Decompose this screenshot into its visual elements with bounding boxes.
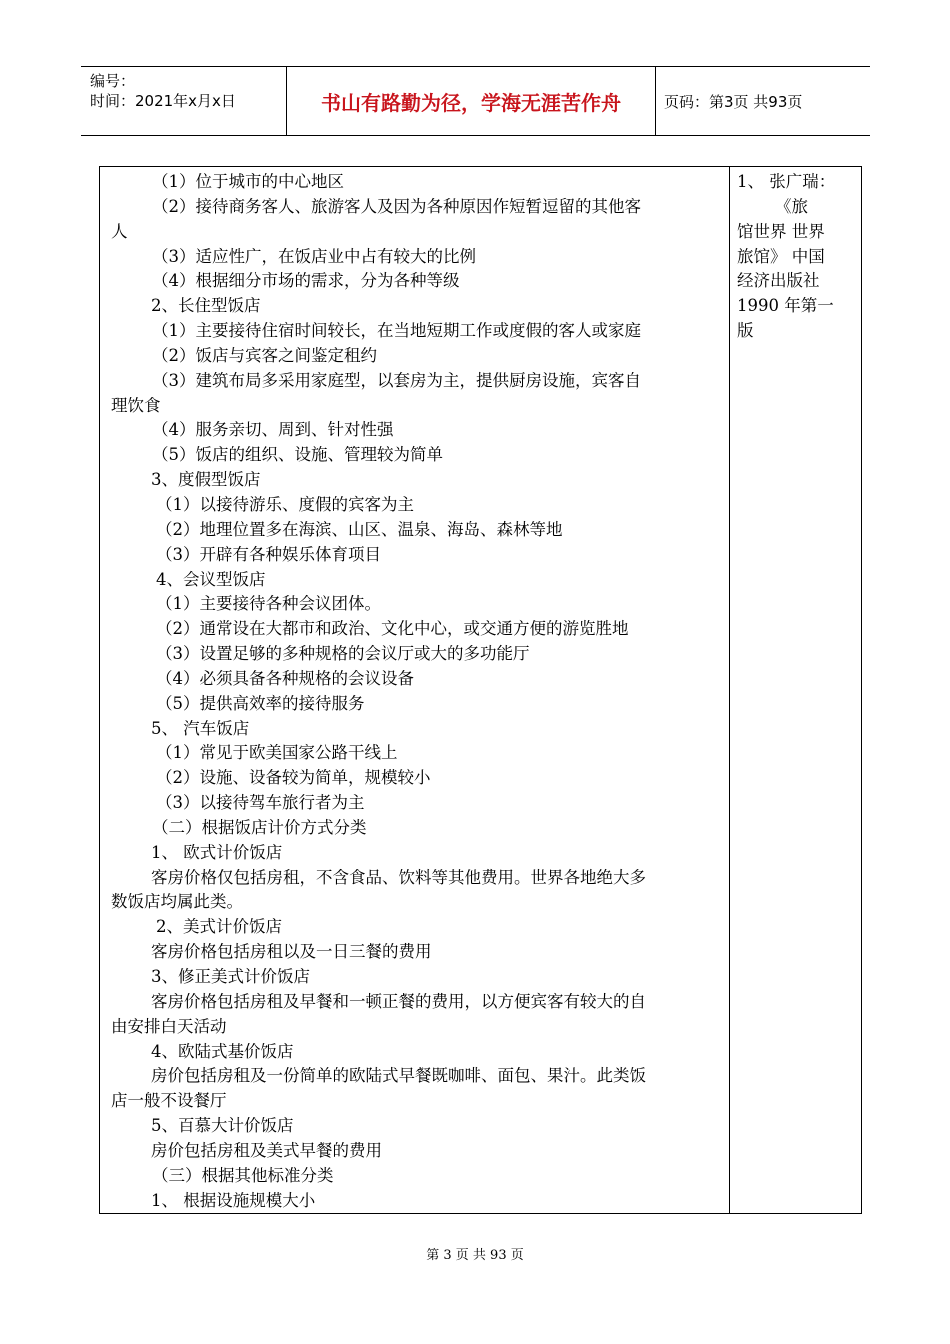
content-line: （3）开辟有各种娱乐体育项目 [156, 544, 381, 564]
page-header [81, 66, 870, 136]
main-content-cell [111, 170, 723, 1213]
header-number-label: 编号： [90, 72, 136, 90]
content-line: 1、 根据设施规模大小 [151, 1190, 316, 1210]
content-line: （3）建筑布局多采用家庭型，以套房为主，提供厨房设施，宾客自 [152, 370, 641, 390]
content-line: 4、欧陆式基价饭店 [151, 1041, 294, 1061]
content-line: 3、修正美式计价饭店 [151, 967, 310, 986]
reference-line: 旅馆》 中国 [737, 246, 825, 266]
content-line: （4）服务亲切、周到、针对性强 [152, 420, 394, 440]
content-line: 数饭店均属此类。 [111, 892, 243, 912]
content-line: （三）根据其他标准分类 [152, 1165, 334, 1185]
content-line: （3）适应性广，在饭店业中占有较大的比例 [152, 246, 476, 266]
content-line: （1）常见于欧美国家公路干线上 [156, 743, 398, 763]
content-line: 客房价格包括房租以及一日三餐的费用 [151, 942, 432, 962]
content-table [99, 166, 862, 1214]
header-page-info: 页码：第3页 共93页 [664, 92, 803, 111]
content-line: （1）以接待游乐、度假的宾客为主 [156, 494, 414, 514]
content-line: 5、百慕大计价饭店 [151, 1116, 294, 1136]
header-meta [90, 71, 236, 111]
content-line: （1）主要接待住宿时间较长，在当地短期工作或度假的客人或家庭 [152, 321, 641, 341]
reference-line: 馆世界 世界 [737, 221, 825, 241]
reference-line: 版 [737, 321, 754, 341]
content-line: 店一般不设餐厅 [111, 1091, 227, 1111]
content-line: 人 [111, 221, 128, 241]
content-line: 由安排白天活动 [111, 1016, 227, 1036]
content-line: （1）位于城市的中心地区 [152, 172, 344, 191]
content-line: （4）根据细分市场的需求，分为各种等级 [152, 271, 460, 291]
content-line: （1）主要接待各种会议团体。 [156, 594, 381, 614]
content-line: （5）饭店的组织、设施、管理较为简单 [152, 445, 443, 465]
reference-line: 经济出版社 [737, 271, 820, 291]
table-column-divider [729, 167, 730, 1213]
content-line: 2、长住型饭店 [151, 296, 261, 316]
content-line: （2）地理位置多在海滨、山区、温泉、海岛、森林等地 [156, 519, 563, 539]
content-line: 5、 汽车饭店 [151, 718, 250, 738]
content-line: 4、会议型饭店 [156, 569, 266, 589]
content-line: 房价包括房租及一份简单的欧陆式早餐既咖啡、面包、果汁。此类饭 [151, 1066, 646, 1086]
reference-line: 1990 年第一 [737, 296, 834, 316]
content-line: 1、 欧式计价饭店 [151, 842, 283, 862]
header-divider-right [655, 67, 656, 135]
content-line: （3）设置足够的多种规格的会议厅或大的多功能厅 [156, 644, 530, 664]
content-line: （2）设施、设备较为简单，规模较小 [156, 768, 431, 788]
reference-line: 1、 张广瑞： [737, 172, 836, 191]
content-line: （4）必须具备各种规格的会议设备 [156, 668, 414, 688]
content-line: （2）接待商务客人、旅游客人及因为各种原因作短暂逗留的其他客 [152, 196, 641, 216]
content-line: （二）根据饭店计价方式分类 [152, 817, 367, 837]
content-line: 客房价格仅包括房租，不含食品、饮料等其他费用。世界各地绝大多 [151, 867, 646, 887]
content-line: 客房价格包括房租及早餐和一顿正餐的费用，以方便宾客有较大的自 [151, 991, 646, 1011]
header-motto: 书山有路勤为径，学海无涯苦作舟 [321, 90, 621, 115]
content-line: 理饮食 [111, 395, 161, 415]
page-footer: 第 3 页 共 93 页 [426, 1248, 524, 1263]
content-line: （2）通常设在大都市和政治、文化中心，或交通方便的游览胜地 [156, 619, 629, 639]
content-line: （5）提供高效率的接待服务 [156, 693, 365, 713]
reference-cell [737, 170, 855, 344]
content-line: （2）饭店与宾客之间鉴定租约 [152, 345, 377, 365]
content-line: （3）以接待驾车旅行者为主 [156, 793, 365, 813]
content-line: 3、度假型饭店 [151, 470, 261, 490]
content-line: 2、美式计价饭店 [156, 917, 282, 937]
content-line: 房价包括房租及美式早餐的费用 [151, 1140, 382, 1160]
header-date-label: 时间：2021年x月x日 [90, 92, 236, 110]
reference-line: 《旅 [775, 196, 808, 216]
